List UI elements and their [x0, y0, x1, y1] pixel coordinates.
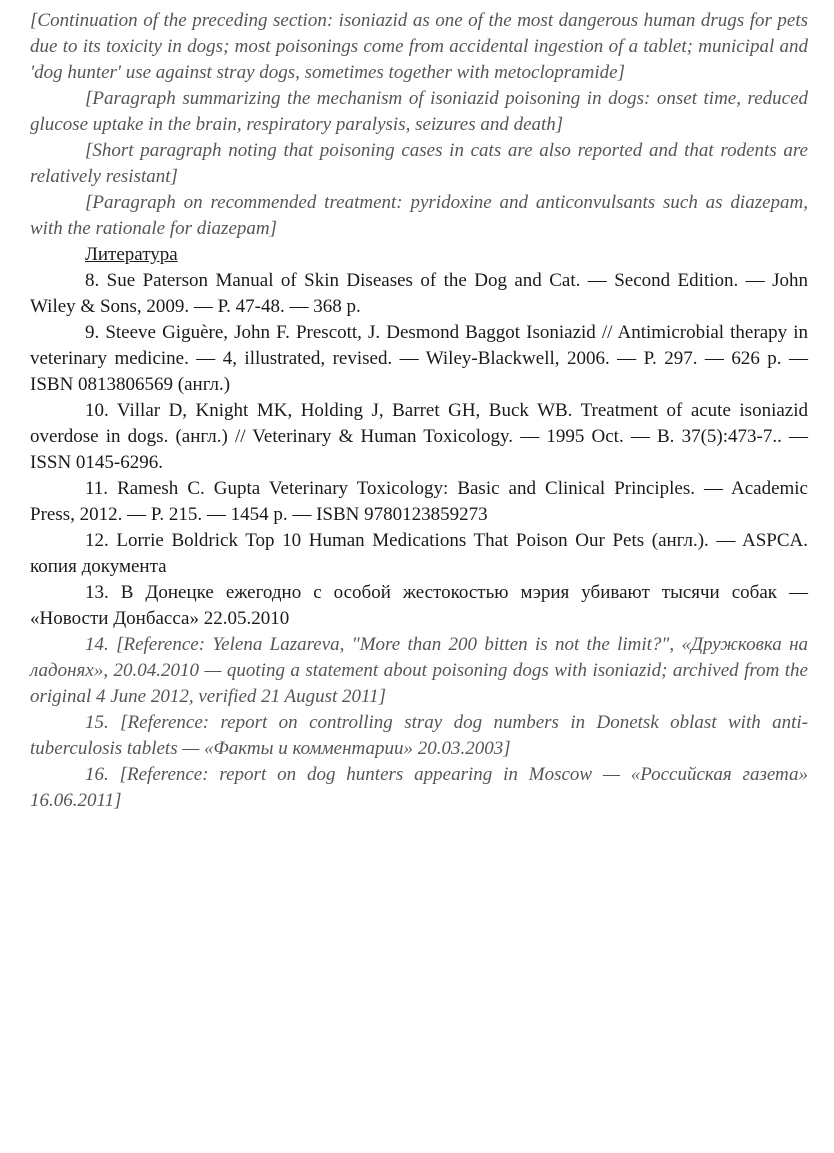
body-paragraph-1: [Continuation of the preceding section: isoniazid as one of the most dangerous human drugs for pets due to its toxicity in dogs; most poisonings come from accidental ingestion of a tablet; municipal and 'dog hunter' use against stray dogs, sometimes together with metoclopramide]: [30, 10, 808, 83]
reference-9: 9. Steeve Giguère, John F. Prescott, J. Desmond Baggot Isoniazid // Antimicrobial therapy in veterinary medicine. — 4, illustrated, revised. — Wiley-Blackwell, 2006. — P. 297. — 626 p. — ISBN 0813806569 (англ.): [30, 322, 808, 395]
reference-12: 12. Lorrie Boldrick Top 10 Human Medications That Poison Our Pets (англ.). — ASPCA. копия документа: [30, 530, 808, 577]
body-paragraph-2: [Paragraph summarizing the mechanism of isoniazid poisoning in dogs: onset time, reduced glucose uptake in the brain, respiratory paralysis, seizures and death]: [30, 88, 808, 135]
reference-8: 8. Sue Paterson Manual of Skin Diseases of the Dog and Cat. — Second Edition. — John Wiley & Sons, 2009. — P. 47-48. — 368 p.: [30, 270, 808, 317]
body-paragraph-4: [Paragraph on recommended treatment: pyridoxine and anticonvulsants such as diazepam, with the rationale for diazepam]: [30, 192, 808, 239]
reference-10: 10. Villar D, Knight MK, Holding J, Barret GH, Buck WB. Treatment of acute isoniazid overdose in dogs. (англ.) // Veterinary & Human Toxicology. — 1995 Oct. — B. 37(5):473-7.. — ISSN 0145-6296.: [30, 400, 808, 473]
literature-heading: Литература: [85, 244, 178, 265]
reference-16: 16. [Reference: report on dog hunters appearing in Moscow — «Российская газета» 16.06.2011]: [30, 764, 808, 811]
reference-11: 11. Ramesh C. Gupta Veterinary Toxicology: Basic and Clinical Principles. — Academic Press, 2012. — P. 215. — 1454 p. — ISBN 9780123859273: [30, 478, 808, 525]
reference-13: 13. В Донецке ежегодно с особой жестокостью мэрия убивают тысячи собак — «Новости Донбасса» 22.05.2010: [30, 582, 808, 629]
reference-14: 14. [Reference: Yelena Lazareva, "More than 200 bitten is not the limit?", «Дружковка на ладонях», 20.04.2010 — quoting a statement about poisoning dogs with isoniazid; archived from the original 4 June 2012, verified 21 August 2011]: [30, 634, 808, 707]
body-paragraph-3: [Short paragraph noting that poisoning cases in cats are also reported and that rodents are relatively resistant]: [30, 140, 808, 187]
reference-15: 15. [Reference: report on controlling stray dog numbers in Donetsk oblast with anti-tuberculosis tablets — «Факты и комментарии» 20.03.2003]: [30, 712, 808, 759]
